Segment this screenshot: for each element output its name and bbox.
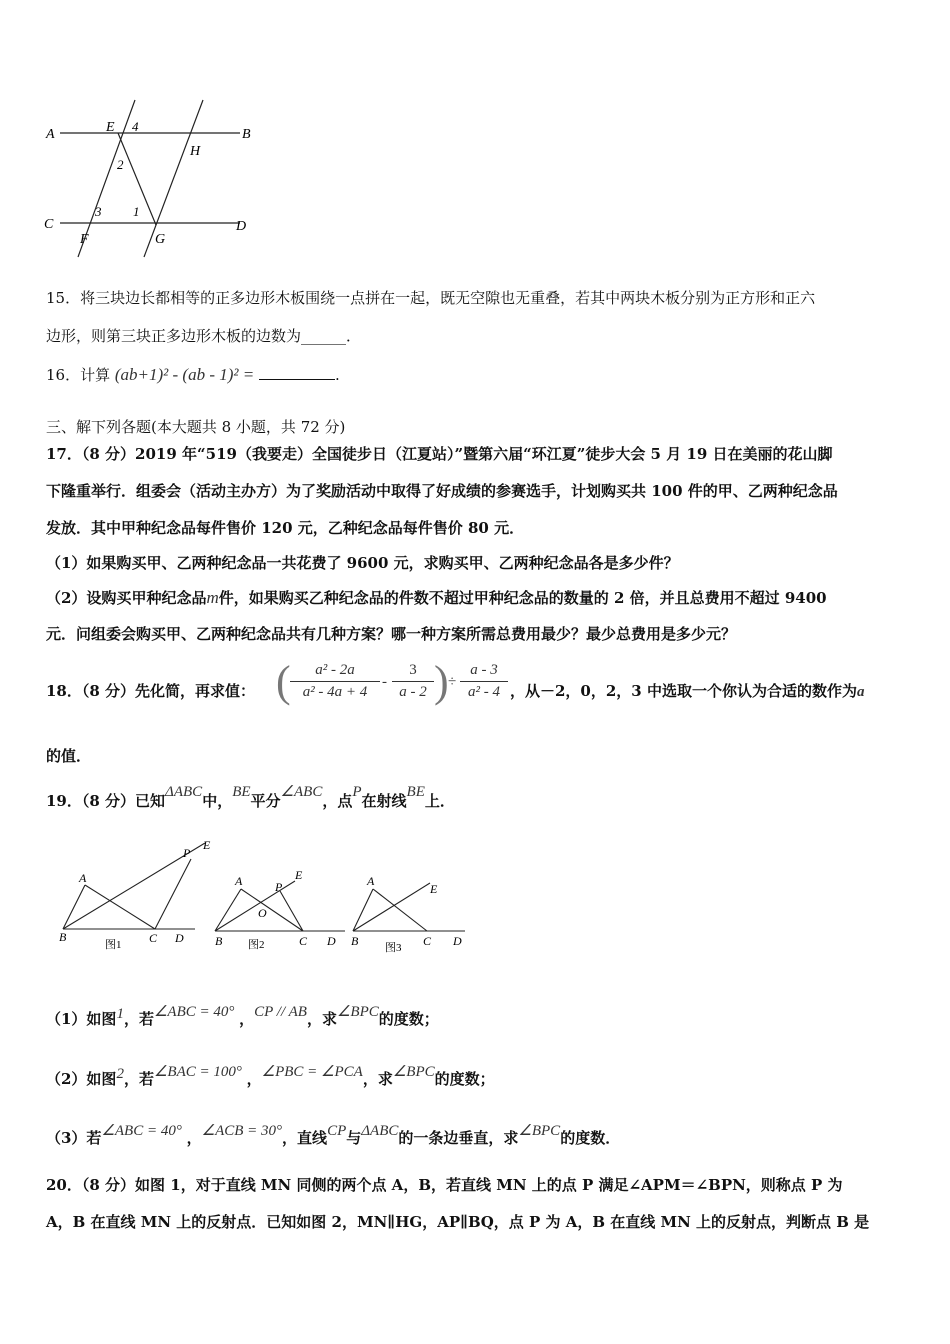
q19-p3-cond1: ∠ABC = 40° bbox=[101, 1123, 182, 1139]
frac3-den: a² - 4 bbox=[468, 684, 500, 700]
fig1-p: P bbox=[183, 846, 191, 860]
fig1-d: D bbox=[175, 931, 184, 945]
q16-prefix: 16．计算 bbox=[46, 366, 111, 384]
q18-suffix bbox=[510, 680, 864, 701]
q19-p3-d: 的一条边垂直，求 bbox=[398, 1129, 519, 1147]
label-2: 2 bbox=[117, 157, 124, 172]
line-gh bbox=[144, 100, 203, 257]
label-3: 3 bbox=[95, 204, 102, 219]
fig2-a: A bbox=[235, 874, 243, 888]
q19-p2-cond1: ∠BAC = 100° bbox=[153, 1064, 242, 1080]
label-g: G bbox=[155, 232, 166, 247]
q20-line2: A，B 在直线 MN 上的反射点．已知如图 2，MN∥HG，AP∥BQ，点 P 为 A，B 在直线 MN 上的反射点，判断点 B 是 bbox=[46, 1213, 870, 1231]
q18-line2: 的值． bbox=[46, 747, 92, 765]
q19-b: 中， bbox=[202, 792, 233, 810]
q19-p3-b: ，直线 bbox=[282, 1129, 328, 1147]
q17-line2: 下隆重举行．组委会（活动主办方）为了奖励活动中取得了好成绩的参赛选手，计划购买共 100 件的甲、乙两种纪念品 bbox=[46, 482, 838, 500]
fig2-cp bbox=[280, 891, 303, 931]
q16-expr: (ab+1)² - (ab - 1)² = bbox=[114, 365, 255, 384]
q19-p2-n: 2 bbox=[116, 1066, 124, 1082]
q19-part2 bbox=[46, 1064, 495, 1089]
frac2-bar bbox=[392, 681, 434, 682]
q17-part2-line2: 元．问组委会购买甲、乙两种纪念品共有几种方案？哪一种方案所需总费用最少？最少总费用是多少元？ bbox=[46, 625, 737, 643]
q19-p3-comma: ， bbox=[186, 1129, 202, 1147]
fig1-ac bbox=[85, 885, 155, 929]
q17-part2-b: 件，如果购买乙种纪念品的件数不超过甲种纪念品的数量的 2 倍，并且总费用不超过 9400 bbox=[218, 589, 827, 607]
fig2-c: C bbox=[299, 934, 308, 948]
q19-p2-c: ，求 bbox=[362, 1070, 393, 1088]
fig1-b: B bbox=[59, 930, 67, 944]
fig3-c: C bbox=[423, 934, 432, 948]
frac3 bbox=[460, 662, 508, 701]
fig1-c: C bbox=[149, 931, 158, 945]
q19-figures bbox=[55, 835, 475, 960]
frac2-den: a - 2 bbox=[399, 684, 427, 700]
left-paren: ( bbox=[276, 657, 291, 706]
fig1-a: A bbox=[79, 871, 87, 885]
q19-c: 平分 bbox=[250, 792, 281, 810]
q19-p2-b: ，若 bbox=[123, 1070, 154, 1088]
q19-p1-n: 1 bbox=[116, 1006, 124, 1022]
frac3-bar bbox=[460, 681, 508, 682]
q17-part2 bbox=[46, 587, 827, 608]
q19-p2-comma: ， bbox=[246, 1070, 262, 1088]
q18-prefix: 18．（8 分）先化简，再求值： bbox=[46, 682, 256, 700]
q16 bbox=[46, 364, 340, 385]
right-paren: ) bbox=[434, 657, 449, 706]
fig2-b: B bbox=[215, 934, 223, 948]
frac1 bbox=[290, 662, 380, 701]
q17-var-m: m bbox=[206, 588, 219, 607]
q19-part3 bbox=[46, 1123, 621, 1148]
q19-p1-a: （1）如图 bbox=[46, 1010, 117, 1028]
fig3-a: A bbox=[367, 874, 375, 888]
label-d: D bbox=[236, 219, 247, 234]
fig2-d: D bbox=[327, 934, 336, 948]
q19-p1-cond2: CP // AB bbox=[254, 1004, 307, 1020]
fig3-e: E bbox=[430, 882, 438, 896]
section3-title: 三、解下列各题(本大题共 8 小题，共 72 分) bbox=[46, 418, 346, 436]
q19-p1-b: ，若 bbox=[123, 1010, 154, 1028]
minus-sign: - bbox=[382, 674, 387, 690]
q19-p3-cp: CP bbox=[327, 1123, 347, 1139]
q19-be: BE bbox=[232, 784, 251, 800]
q18-suffix-text: ，从－2，0，2，3 中选取一个你认为合适的数作为 bbox=[510, 682, 857, 700]
q18-var: a bbox=[856, 684, 865, 700]
q19-angle: ∠ABC bbox=[280, 784, 323, 800]
q19-p2-target: ∠BPC bbox=[392, 1064, 435, 1080]
q16-suffix: . bbox=[335, 366, 340, 384]
q19-p2-a: （2）如图 bbox=[46, 1070, 117, 1088]
q19-d: ，点 bbox=[322, 792, 353, 810]
q19-p3-target: ∠BPC bbox=[518, 1123, 561, 1139]
label-h: H bbox=[190, 144, 201, 159]
q19-p: P bbox=[352, 784, 362, 800]
fig2-be bbox=[215, 881, 295, 931]
fig1-caption: 图1 bbox=[105, 939, 122, 951]
div-sign: ÷ bbox=[448, 674, 457, 690]
label-1: 1 bbox=[133, 204, 140, 219]
q15-line1: 15．将三块边长都相等的正多边形木板围绕一点拼在一起，既无空隙也无重叠，若其中两块木板分别为正方形和正六 bbox=[46, 289, 816, 307]
fig3-caption: 图3 bbox=[385, 942, 402, 954]
label-b: B bbox=[242, 127, 251, 142]
q19-p2-d: 的度数； bbox=[434, 1070, 495, 1088]
q18-expression bbox=[276, 657, 546, 710]
q17-line3: 发放．其中甲种纪念品每件售价 120 元，乙种纪念品每件售价 80 元． bbox=[46, 519, 525, 537]
frac1-bar bbox=[290, 681, 380, 682]
q19-p3-tri: ΔABC bbox=[361, 1123, 399, 1139]
label-c: C bbox=[44, 217, 54, 232]
frac2-num: 3 bbox=[409, 662, 417, 678]
q19-p1-cond1: ∠ABC = 40° bbox=[153, 1004, 235, 1020]
fig2-o: O bbox=[258, 906, 267, 920]
fig3-b: B bbox=[351, 934, 359, 948]
label-f: F bbox=[80, 232, 89, 247]
fig3-ac bbox=[373, 889, 427, 931]
parallel-lines-figure bbox=[40, 95, 270, 265]
q17-line1: 17．（8 分）2019 年“519（我要走）全国徒步日（江夏站）”暨第六届“环江夏”徒步大会 5 月 19 日在美丽的花山脚 bbox=[46, 445, 833, 463]
q19-f: 上． bbox=[424, 792, 455, 810]
label-4: 4 bbox=[132, 119, 139, 134]
q16-blank bbox=[259, 365, 335, 380]
q19-e: 在射线 bbox=[361, 792, 407, 810]
frac1-den: a² - 4a + 4 bbox=[302, 684, 368, 700]
q19-p1-target: ∠BPC bbox=[336, 1004, 379, 1020]
q19-p1-c: ，求 bbox=[306, 1010, 337, 1028]
q19-a: 19．（8 分）已知 bbox=[46, 792, 166, 810]
q20-line1: 20．（8 分）如图 1，对于直线 MN 同侧的两个点 A，B，若直线 MN 上的点 P 满足∠APM＝∠BPN，则称点 P 为 bbox=[46, 1176, 843, 1194]
q17-part1: （1）如果购买甲、乙两种纪念品一共花费了 9600 元，求购买甲、乙两种纪念品各是多少件？ bbox=[46, 554, 679, 572]
fig1-e: E bbox=[203, 838, 211, 852]
fig2-caption: 图2 bbox=[248, 939, 265, 951]
frac3-num: a - 3 bbox=[470, 662, 498, 678]
fig3-d: D bbox=[453, 934, 462, 948]
label-e: E bbox=[106, 120, 115, 135]
q19-p3-e: 的度数． bbox=[560, 1129, 621, 1147]
q19-p3-cond2: ∠ACB = 30° bbox=[201, 1123, 283, 1139]
q19-part1 bbox=[46, 1004, 439, 1029]
q15-line2: 边形，则第三块正多边形木板的边数为______． bbox=[46, 327, 362, 345]
q19-p3-a: （3）若 bbox=[46, 1129, 102, 1147]
label-a: A bbox=[46, 127, 55, 142]
q19-stem bbox=[46, 784, 455, 811]
frac1-num: a² - 2a bbox=[315, 662, 355, 678]
q19-p2-cond2: ∠PBC = ∠PCA bbox=[261, 1064, 363, 1080]
q19-be2: BE bbox=[406, 784, 425, 800]
fig2-ab bbox=[215, 889, 241, 931]
q19-p3-c: 与 bbox=[346, 1129, 362, 1147]
fig2-e: E bbox=[295, 868, 303, 882]
fig2-p: P bbox=[275, 880, 283, 894]
q19-p1-comma: ， bbox=[239, 1010, 255, 1028]
q17-part2-a: （2）设购买甲种纪念品 bbox=[46, 589, 207, 607]
q19-tri: ΔABC bbox=[165, 784, 203, 800]
q19-p1-d: 的度数； bbox=[378, 1010, 439, 1028]
frac2 bbox=[392, 662, 434, 701]
